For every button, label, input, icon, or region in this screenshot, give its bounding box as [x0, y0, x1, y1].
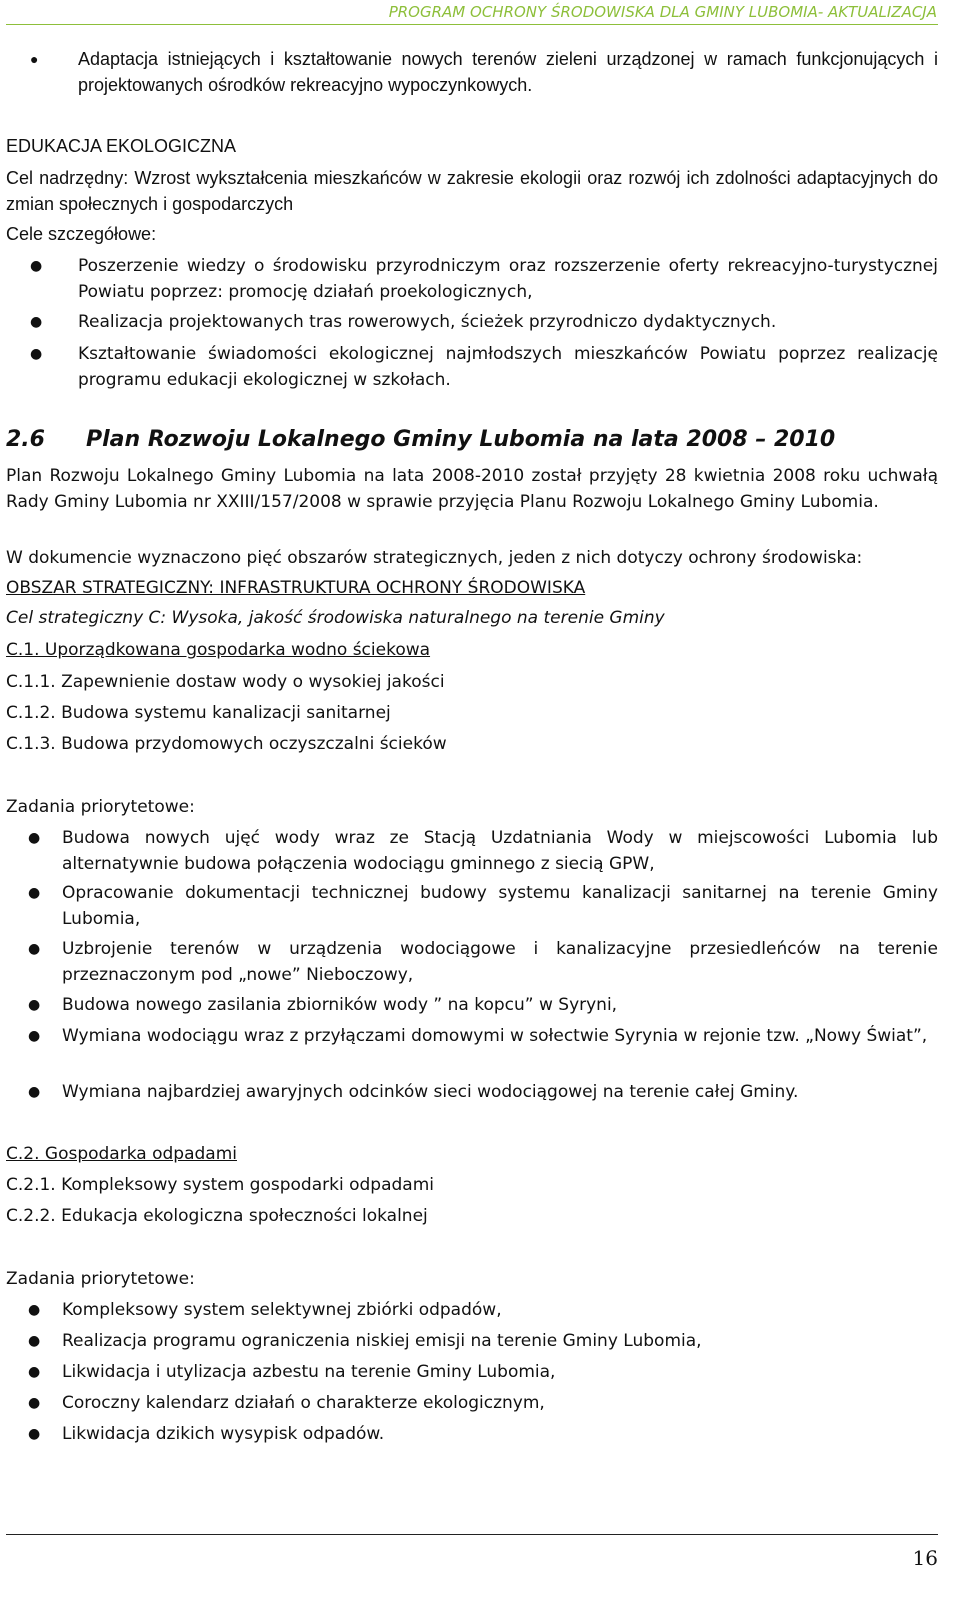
list-item: ● Budowa nowych ujęć wody wraz ze Stacją Uzdatniania Wody w miejscowości Lubomia lub alternatywnie budowa połączenia wodociągu gminnego z siecią GPW, — [62, 825, 938, 877]
list-item: ● Coroczny kalendarz działań o charakterze ekologicznym, — [62, 1390, 938, 1416]
detailed-goals-label: Cele szczegółowe: — [6, 224, 157, 244]
objective-c13: C.1.3. Budowa przydomowych oczyszczalni ścieków — [6, 734, 447, 754]
section-title-edukacja: EDUKACJA EKOLOGICZNA — [6, 136, 237, 156]
bullet-dot-icon: ● — [30, 346, 43, 362]
bullet-dot-icon: ● — [30, 258, 43, 274]
list-item: ● Likwidacja dzikich wysypisk odpadów. — [62, 1421, 938, 1447]
list-item: ● Realizacja programu ograniczenia niskiej emisji na terenie Gminy Lubomia, — [62, 1328, 938, 1354]
page-number: 16 — [912, 1546, 938, 1570]
footer-rule — [6, 1534, 938, 1535]
objective-c21: C.2.1. Kompleksowy system gospodarki odpadami — [6, 1175, 434, 1195]
list-item: ● Poszerzenie wiedzy o środowisku przyrodniczym oraz rozszerzenie oferty rekreacyjno-turystycznej Powiatu poprzez: promocję działań proekologicznych, — [78, 253, 938, 305]
tasks-label: Zadania priorytetowe: — [6, 797, 195, 817]
paragraph: W dokumencie wyznaczono pięć obszarów strategicznych, jeden z nich dotyczy ochrony środowiska: — [6, 548, 863, 568]
objective-c2: C.2. Gospodarka odpadami — [6, 1144, 237, 1164]
section-number: 2.6 — [6, 427, 45, 452]
bullet-dot-icon: ● — [28, 1395, 41, 1411]
list-item: ● Wymiana wodociągu wraz z przyłączami domowymi w sołectwie Syrynia w rejonie tzw. „Nowy Świat”, — [62, 1023, 938, 1049]
bullet-dot-icon: ● — [28, 885, 41, 901]
paragraph: Plan Rozwoju Lokalnego Gminy Lubomia na lata 2008-2010 został przyjęty 28 kwietnia 2008 roku uchwałą Rady Gminy Lubomia nr XXIII/157/2008 w sprawie przyjęcia Planu Rozwoju Lokalnego Gminy Lubomia. — [6, 466, 938, 512]
bullet-dot-icon: ● — [28, 830, 41, 846]
list-item: ● Kompleksowy system selektywnej zbiórki odpadów, — [62, 1297, 938, 1323]
list-item: ● Opracowanie dokumentacji technicznej budowy systemu kanalizacji sanitarnej na terenie Gminy Lubomia, — [62, 880, 938, 932]
bullet-dot-icon: ● — [30, 51, 39, 67]
section-heading — [6, 427, 835, 452]
bullet-dot-icon: ● — [28, 941, 41, 957]
bullet-dot-icon: ● — [28, 1302, 41, 1318]
list-item: ● Adaptacja istniejących i kształtowanie nowych terenów zieleni urządzonej w ramach funkcjonujących i projektowanych ośrodków rekreacyjno wypoczynkowych. — [78, 46, 938, 98]
section-title: Plan Rozwoju Lokalnego Gminy Lubomia na lata 2008 – 2010 — [86, 427, 836, 452]
list-item: ● Wymiana najbardziej awaryjnych odcinków sieci wodociągowej na terenie całej Gminy. — [62, 1079, 938, 1105]
bullet-dot-icon: ● — [28, 1084, 41, 1100]
objective-c11: C.1.1. Zapewnienie dostaw wody o wysokiej jakości — [6, 672, 445, 692]
objective-c22: C.2.2. Edukacja ekologiczna społeczności lokalnej — [6, 1206, 428, 1226]
list-item: ● Uzbrojenie terenów w urządzenia wodociągowe i kanalizacyjne przesiedleńców na terenie przeznaczonym pod „nowe” Nieboczowy, — [62, 936, 938, 988]
list-item: ● Kształtowanie świadomości ekologicznej najmłodszych mieszkańców Powiatu poprzez realizację programu edukacji ekologicznej w szkołach. — [78, 341, 938, 393]
list-item: ● Budowa nowego zasilania zbiorników wody ” na kopcu” w Syryni, — [62, 992, 938, 1018]
bullet-dot-icon: ● — [30, 314, 43, 330]
tasks-label: Zadania priorytetowe: — [6, 1269, 195, 1289]
header-rule — [6, 24, 938, 25]
bullet-dot-icon: ● — [28, 1364, 41, 1380]
bullet-dot-icon: ● — [28, 1028, 41, 1044]
list-item: ● Likwidacja i utylizacja azbestu na terenie Gminy Lubomia, — [62, 1359, 938, 1385]
bullet-dot-icon: ● — [28, 997, 41, 1013]
main-goal: Cel nadrzędny: Wzrost wykształcenia mieszkańców w zakresie ekologii oraz rozwój ich zdolności adaptacyjnych do zmian społecznych i gospodarczych — [6, 168, 938, 214]
strategic-goal: Cel strategiczny C: Wysoka, jakość środowiska naturalnego na terenie Gminy — [6, 608, 665, 628]
objective-c12: C.1.2. Budowa systemu kanalizacji sanitarnej — [6, 703, 391, 723]
list-item: ● Realizacja projektowanych tras rowerowych, ścieżek przyrodniczo dydaktycznych. — [78, 309, 938, 335]
objective-c1: C.1. Uporządkowana gospodarka wodno ściekowa — [6, 640, 431, 660]
bullet-dot-icon: ● — [28, 1426, 41, 1442]
bullet-dot-icon: ● — [28, 1333, 41, 1349]
running-header: PROGRAM OCHRONY ŚRODOWISKA DLA GMINY LUBOMIA- AKTUALIZACJA — [388, 3, 937, 21]
strategic-area: OBSZAR STRATEGICZNY: INFRASTRUKTURA OCHRONY ŚRODOWISKA — [6, 578, 586, 598]
